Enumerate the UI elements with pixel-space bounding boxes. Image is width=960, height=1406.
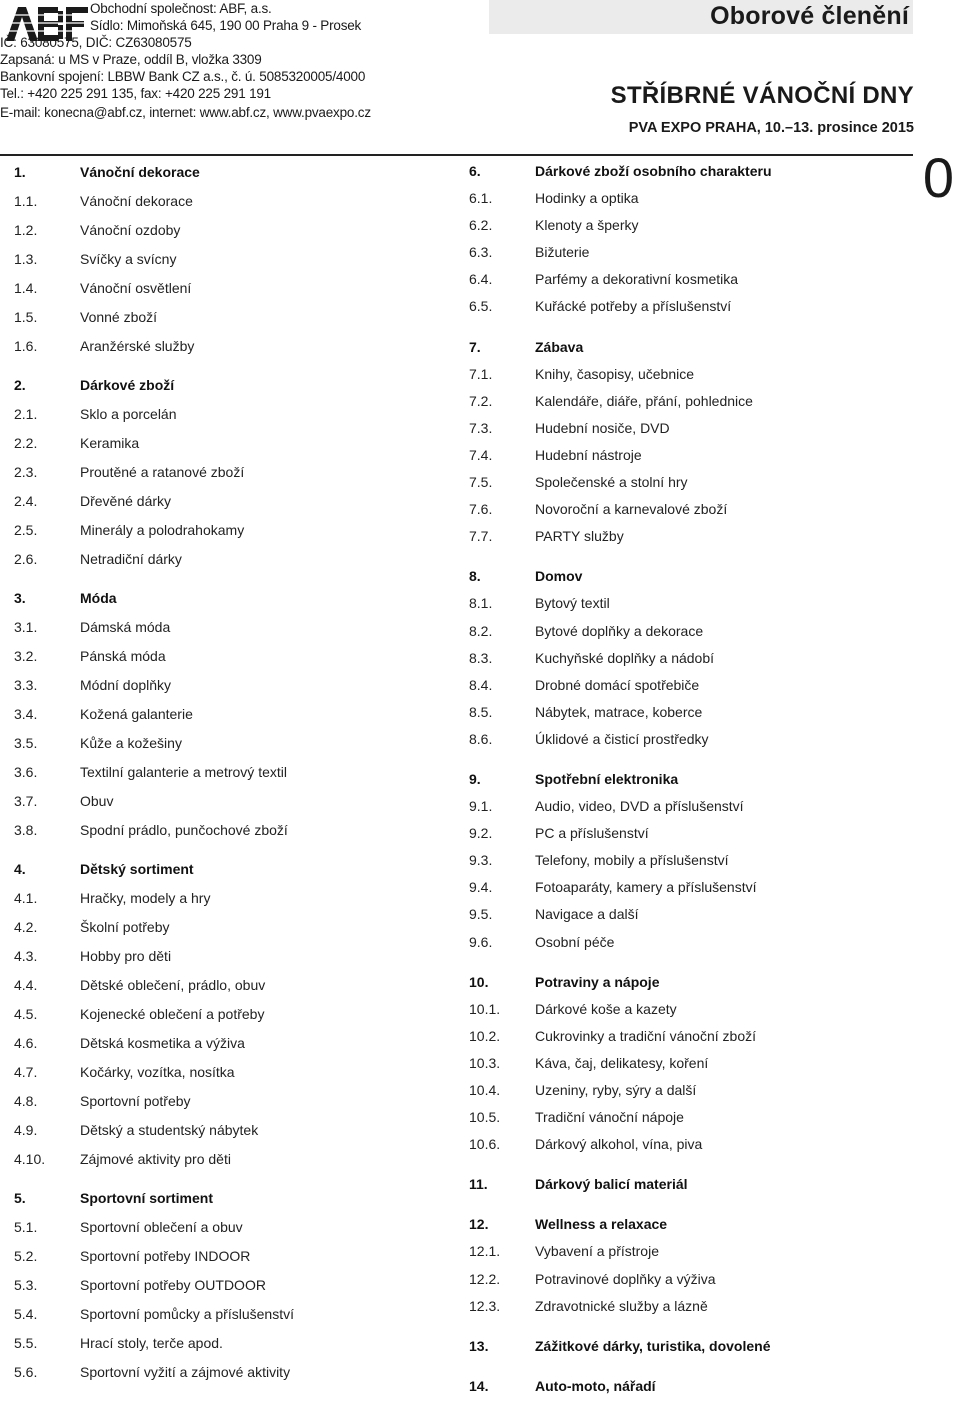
subcategory-number: 12.1.	[469, 1243, 501, 1260]
subcategory-number: 2.3.	[14, 464, 38, 480]
category-title: Auto-moto, nářadí	[535, 1377, 656, 1394]
subcategory-item	[14, 1242, 444, 1271]
subcategory-number: 2.4.	[14, 493, 38, 509]
subcategory-number: 3.3.	[14, 677, 38, 693]
subcategory-label: Cukrovinky a tradiční vánoční zboží	[535, 1027, 756, 1044]
subcategory-label: Novoroční a karnevalové zboží	[535, 501, 728, 518]
category-section	[469, 766, 909, 956]
subcategory-item	[469, 496, 909, 523]
subcategory-number: 9.4.	[469, 879, 493, 896]
category-number: 1.	[14, 164, 26, 180]
contact-line: E-mail: konecna@abf.cz, internet: www.abf.cz, www.pvaexpo.cz	[0, 105, 371, 120]
subcategory-number: 1.6.	[14, 338, 38, 354]
company-name-line: Obchodní společnost: ABF, a.s.	[90, 1, 272, 16]
subcategory-number: 7.5.	[469, 474, 493, 491]
subcategory-label: Kožená galanterie	[80, 706, 193, 722]
subcategory-number: 5.5.	[14, 1335, 38, 1351]
subcategory-label: PC a příslušenství	[535, 825, 649, 842]
subcategory-number: 3.2.	[14, 648, 38, 664]
subcategory-label: Školní potřeby	[80, 919, 170, 935]
subcategory-label: Společenské a stolní hry	[535, 474, 688, 491]
subcategory-item	[469, 442, 909, 469]
subcategory-number: 1.5.	[14, 309, 38, 325]
subcategory-label: Bižuterie	[535, 244, 590, 261]
registration-info	[0, 34, 365, 102]
subcategory-number: 3.6.	[14, 764, 38, 780]
subcategory-number: 10.5.	[469, 1109, 501, 1126]
subcategory-item	[14, 1029, 444, 1058]
category-heading	[469, 1211, 909, 1238]
subcategory-item	[14, 816, 444, 845]
subcategory-item	[14, 187, 444, 216]
category-number: 10.	[469, 973, 489, 990]
category-title: Sportovní sortiment	[80, 1190, 214, 1206]
category-title: Móda	[80, 590, 117, 606]
subcategory-label: Kuchyňské doplňky a nádobí	[535, 649, 715, 666]
subcategory-label: Hrací stoly, terče apod.	[80, 1335, 223, 1351]
category-title: Potraviny a nápoje	[535, 973, 660, 990]
subcategory-item	[14, 700, 444, 729]
category-section	[14, 1184, 444, 1387]
subcategory-number: 4.3.	[14, 948, 38, 964]
category-title: Zábava	[535, 338, 584, 355]
subcategory-label: Uzeniny, ryby, sýry a další	[535, 1082, 697, 1098]
registration-line: Tel.: +420 225 291 135, fax: +420 225 291 191	[0, 86, 271, 101]
subcategory-label: Dárkový alkohol, vína, piva	[535, 1136, 703, 1153]
subcategory-item	[14, 1058, 444, 1087]
subcategory-item	[14, 400, 444, 429]
subcategory-label: Aranžérské služby	[80, 338, 195, 354]
subcategory-item	[469, 415, 909, 442]
subcategory-number: 7.7.	[469, 528, 493, 545]
subcategory-label: Osobní péče	[535, 933, 615, 950]
subcategory-number: 4.4.	[14, 977, 38, 993]
subcategory-item	[14, 487, 444, 516]
subcategory-label: Telefony, mobily a příslušenství	[535, 852, 729, 869]
category-title: Dětský sortiment	[80, 861, 194, 877]
subcategory-number: 4.2.	[14, 919, 38, 935]
subcategory-label: Textilní galanterie a metrový textil	[80, 764, 287, 780]
category-section	[14, 371, 444, 574]
subcategory-number: 5.6.	[14, 1364, 38, 1380]
subcategory-number: 8.6.	[469, 730, 493, 747]
subcategory-number: 9.1.	[469, 798, 493, 815]
subcategory-item	[469, 523, 909, 550]
category-heading	[469, 1373, 909, 1400]
category-title: Spotřební elektronika	[535, 770, 679, 787]
subcategory-number: 5.4.	[14, 1306, 38, 1322]
subcategory-item	[469, 185, 909, 212]
subcategory-label: Hodinky a optika	[535, 190, 639, 207]
category-number: 4.	[14, 861, 26, 877]
subcategory-label: Vánoční osvětlení	[80, 280, 192, 296]
registration-line: Zapsaná: u MS v Praze, oddíl B, vložka 3309	[0, 52, 262, 67]
subcategory-number: 3.7.	[14, 793, 38, 809]
subcategory-number: 4.5.	[14, 1006, 38, 1022]
event-name: STŘÍBRNÉ VÁNOČNÍ DNY	[610, 82, 914, 109]
subcategory-label: Vonné zboží	[80, 309, 158, 325]
subcategory-item	[469, 1266, 909, 1293]
subcategory-item	[469, 1238, 909, 1265]
category-section	[14, 584, 444, 845]
subcategory-item	[469, 239, 909, 266]
subcategory-item	[14, 971, 444, 1000]
subcategory-item	[469, 1131, 909, 1158]
category-number: 6.	[469, 163, 481, 179]
subcategory-label: Kojenecké oblečení a potřeby	[80, 1006, 265, 1022]
category-section	[469, 334, 909, 551]
subcategory-item	[14, 787, 444, 816]
subcategory-label: Drobné domácí spotřebiče	[535, 676, 700, 693]
subcategory-label: Netradiční dárky	[80, 551, 182, 567]
subcategory-label: Hračky, modely a hry	[80, 890, 211, 906]
subcategory-item	[14, 1271, 444, 1300]
subcategory-number: 6.4.	[469, 271, 493, 288]
subcategory-label: Bytový textil	[535, 595, 610, 612]
category-section	[469, 1373, 909, 1400]
subcategory-number: 3.1.	[14, 619, 38, 635]
subcategory-number: 9.3.	[469, 852, 493, 869]
subcategory-item	[469, 388, 909, 415]
category-number: 8.	[469, 568, 481, 585]
subcategory-number: 8.3.	[469, 649, 493, 666]
subcategory-item	[469, 469, 909, 496]
subcategory-label: Svíčky a svícny	[80, 251, 177, 267]
subcategory-number: 4.6.	[14, 1035, 38, 1051]
subcategory-label: Zdravotnické služby a lázně	[535, 1297, 708, 1314]
subcategory-label: Bytové doplňky a dekorace	[535, 622, 704, 639]
subcategory-label: Káva, čaj, delikatesy, koření	[535, 1054, 709, 1071]
subcategory-label: Módní doplňky	[80, 677, 172, 693]
subcategory-item	[469, 1293, 909, 1320]
subcategory-item	[14, 332, 444, 361]
subcategory-number: 10.2.	[469, 1027, 501, 1044]
subcategory-number: 2.2.	[14, 435, 38, 451]
category-section	[469, 1211, 909, 1319]
subcategory-label: Zájmové aktivity pro děti	[80, 1151, 231, 1167]
category-heading	[469, 1333, 909, 1360]
category-heading	[14, 158, 444, 187]
subcategory-item	[14, 216, 444, 245]
subcategory-label: Pánská móda	[80, 648, 166, 664]
subcategory-label: Nábytek, matrace, koberce	[535, 703, 703, 720]
subcategory-number: 3.5.	[14, 735, 38, 751]
subcategory-item	[14, 1329, 444, 1358]
category-title: Dárkové zboží	[80, 377, 175, 393]
subcategory-item	[469, 361, 909, 388]
subcategory-number: 9.5.	[469, 906, 493, 923]
subcategory-item	[14, 884, 444, 913]
subcategory-item	[469, 820, 909, 847]
category-number: 12.	[469, 1216, 489, 1233]
subcategory-number: 7.6.	[469, 501, 493, 518]
subcategory-item	[469, 1077, 909, 1104]
subcategory-number: 3.8.	[14, 822, 38, 838]
subcategory-item	[469, 874, 909, 901]
category-heading	[469, 766, 909, 793]
category-title: Vánoční dekorace	[80, 164, 200, 180]
subcategory-item	[469, 618, 909, 645]
subcategory-item	[14, 458, 444, 487]
subcategory-label: Dětský a studentský nábytek	[80, 1122, 259, 1138]
subcategory-item	[469, 1104, 909, 1131]
subcategory-label: Dětská kosmetika a výživa	[80, 1035, 245, 1051]
subcategory-number: 10.3.	[469, 1054, 501, 1071]
subcategory-item	[14, 729, 444, 758]
subcategory-item	[14, 274, 444, 303]
subcategory-number: 2.5.	[14, 522, 38, 538]
event-dates: PVA EXPO PRAHA, 10.–13. prosince 2015	[628, 120, 914, 136]
subcategory-item	[14, 303, 444, 332]
subcategory-item	[469, 645, 909, 672]
category-column-right	[469, 158, 909, 1400]
category-number: 11.	[469, 1176, 488, 1193]
category-title: Zážitkové dárky, turistika, dovolené	[535, 1337, 771, 1354]
subcategory-label: Sportovní potřeby INDOOR	[80, 1248, 251, 1264]
category-column-left	[14, 158, 444, 1387]
subcategory-label: Kuřácké potřeby a příslušenství	[535, 298, 732, 315]
company-info	[90, 0, 361, 34]
document-header	[0, 0, 960, 156]
category-heading	[14, 371, 444, 400]
subcategory-number: 6.1.	[469, 190, 493, 207]
subcategory-item	[469, 699, 909, 726]
subcategory-number: 10.4.	[469, 1082, 501, 1098]
subcategory-number: 4.10.	[14, 1151, 46, 1167]
category-number: 2.	[14, 377, 26, 393]
subcategory-item	[469, 212, 909, 239]
subcategory-item	[14, 1000, 444, 1029]
category-section	[469, 563, 909, 753]
category-heading	[14, 855, 444, 884]
subcategory-number: 7.4.	[469, 446, 493, 463]
header-divider	[0, 154, 913, 156]
category-heading	[469, 969, 909, 996]
registration-line: IČ: 63080575, DIČ: CZ63080575	[0, 35, 192, 50]
subcategory-label: Vánoční ozdoby	[80, 222, 181, 238]
subcategory-item	[14, 1116, 444, 1145]
corner-mark: 0	[922, 146, 954, 209]
subcategory-item	[469, 847, 909, 874]
subcategory-item	[469, 672, 909, 699]
category-title: Dárkový balicí materiál	[535, 1176, 688, 1193]
subcategory-item	[469, 996, 909, 1023]
category-section	[469, 1333, 909, 1360]
subcategory-item	[469, 1023, 909, 1050]
subcategory-label: Dámská móda	[80, 619, 171, 635]
category-number: 14.	[469, 1377, 489, 1394]
subcategory-number: 10.6.	[469, 1136, 501, 1153]
category-section	[469, 969, 909, 1159]
subcategory-number: 8.2.	[469, 622, 493, 639]
category-title: Wellness a relaxace	[535, 1216, 668, 1233]
subcategory-item	[14, 245, 444, 274]
subcategory-number: 7.1.	[469, 365, 493, 382]
subcategory-item	[14, 1300, 444, 1329]
subcategory-number: 2.1.	[14, 406, 38, 422]
subcategory-number: 6.5.	[469, 298, 493, 315]
subcategory-item	[14, 1213, 444, 1242]
subcategory-number: 8.1.	[469, 595, 493, 612]
subcategory-item	[469, 901, 909, 928]
subcategory-number: 7.3.	[469, 419, 493, 436]
category-title: Domov	[535, 568, 583, 585]
subcategory-label: Vybavení a přístroje	[535, 1243, 659, 1260]
subcategory-number: 4.9.	[14, 1122, 38, 1138]
subcategory-label: Vánoční dekorace	[80, 193, 193, 209]
subcategory-item	[469, 1050, 909, 1077]
subcategory-label: Hudební nosiče, DVD	[535, 419, 670, 436]
category-number: 7.	[469, 338, 481, 355]
category-heading	[469, 334, 909, 361]
subcategory-label: Sportovní oblečení a obuv	[80, 1219, 243, 1235]
subcategory-number: 7.2.	[469, 392, 493, 409]
category-section	[14, 855, 444, 1174]
subcategory-number: 1.4.	[14, 280, 38, 296]
subcategory-label: Úklidové a čisticí prostředky	[535, 730, 709, 747]
subcategory-label: Dětské oblečení, prádlo, obuv	[80, 977, 266, 993]
subcategory-label: Klenoty a šperky	[535, 217, 639, 234]
category-title: Dárkové zboží osobního charakteru	[535, 163, 772, 179]
subcategory-item	[14, 1087, 444, 1116]
company-seat-line: Sídlo: Mimoňská 645, 190 00 Praha 9 - Prosek	[90, 18, 362, 33]
subcategory-number: 9.6.	[469, 933, 493, 950]
subcategory-number: 12.3.	[469, 1297, 501, 1314]
page-title: Oborové členění	[710, 2, 909, 30]
category-section	[469, 1171, 909, 1198]
category-heading	[14, 584, 444, 613]
subcategory-number: 9.2.	[469, 825, 493, 842]
subcategory-number: 4.1.	[14, 890, 38, 906]
subcategory-label: Sportovní potřeby OUTDOOR	[80, 1277, 266, 1293]
subcategory-label: Sportovní potřeby	[80, 1093, 191, 1109]
category-number: 9.	[469, 770, 481, 787]
subcategory-label: Navigace a další	[535, 906, 639, 923]
subcategory-item	[14, 942, 444, 971]
subcategory-item	[14, 671, 444, 700]
subcategory-number: 10.1.	[469, 1000, 501, 1017]
subcategory-item	[14, 545, 444, 574]
subcategory-number: 5.1.	[14, 1219, 38, 1235]
subcategory-label: Obuv	[80, 793, 114, 809]
subcategory-label: Sportovní pomůcky a příslušenství	[80, 1306, 294, 1322]
registration-line: Bankovní spojení: LBBW Bank CZ a.s., č. ú. 5085320005/4000	[0, 69, 366, 84]
category-number: 3.	[14, 590, 26, 606]
subcategory-label: Parfémy a dekorativní kosmetika	[535, 271, 739, 288]
subcategory-item	[469, 293, 909, 320]
title-box	[489, 0, 913, 34]
subcategory-label: Knihy, časopisy, učebnice	[535, 365, 695, 382]
subcategory-item	[14, 913, 444, 942]
subcategory-label: Sklo a porcelán	[80, 406, 177, 422]
subcategory-label: Proutěné a ratanové zboží	[80, 464, 245, 480]
subcategory-number: 5.2.	[14, 1248, 38, 1264]
subcategory-item	[469, 929, 909, 956]
category-heading	[469, 563, 909, 590]
subcategory-item	[469, 726, 909, 753]
subcategory-number: 3.4.	[14, 706, 38, 722]
subcategory-label: Spodní prádlo, punčochové zboží	[80, 822, 288, 838]
subcategory-label: Sportovní vyžití a zájmové aktivity	[80, 1364, 291, 1380]
subcategory-number: 6.2.	[469, 217, 493, 234]
subcategory-item	[469, 793, 909, 820]
subcategory-item	[14, 758, 444, 787]
subcategory-label: Audio, video, DVD a příslušenství	[535, 798, 744, 815]
subcategory-number: 4.8.	[14, 1093, 38, 1109]
subcategory-label: Potravinové doplňky a výživa	[535, 1270, 716, 1287]
subcategory-item	[14, 642, 444, 671]
subcategory-label: Kůže a kožešiny	[80, 735, 182, 751]
subcategory-item	[14, 1145, 444, 1174]
subcategory-number: 1.2.	[14, 222, 38, 238]
subcategory-label: Minerály a polodrahokamy	[80, 522, 245, 538]
subcategory-number: 12.2.	[469, 1270, 501, 1287]
subcategory-label: Dárkové koše a kazety	[535, 1000, 677, 1017]
subcategory-item	[14, 613, 444, 642]
category-heading	[14, 1184, 444, 1213]
subcategory-label: Hobby pro děti	[80, 948, 172, 964]
subcategory-label: Kalendáře, diáře, přání, pohlednice	[535, 392, 753, 409]
subcategory-item	[14, 516, 444, 545]
subcategory-number: 5.3.	[14, 1277, 38, 1293]
subcategory-item	[469, 590, 909, 617]
category-heading	[469, 1171, 909, 1198]
subcategory-item	[14, 1358, 444, 1387]
subcategory-label: Fotoaparáty, kamery a příslušenství	[535, 879, 757, 896]
subcategory-label: Tradiční vánoční nápoje	[535, 1109, 684, 1126]
category-number: 13.	[469, 1337, 489, 1354]
subcategory-item	[469, 266, 909, 293]
subcategory-label: PARTY služby	[535, 528, 624, 545]
subcategory-number: 8.4.	[469, 676, 493, 693]
subcategory-item	[14, 429, 444, 458]
subcategory-label: Kočárky, vozítka, nosítka	[80, 1064, 235, 1080]
subcategory-label: Keramika	[80, 435, 140, 451]
subcategory-number: 1.1.	[14, 193, 38, 209]
category-section	[14, 158, 444, 361]
subcategory-number: 2.6.	[14, 551, 38, 567]
subcategory-label: Dřevěné dárky	[80, 493, 172, 509]
subcategory-label: Hudební nástroje	[535, 446, 642, 463]
category-section	[469, 158, 909, 321]
subcategory-number: 4.7.	[14, 1064, 38, 1080]
category-heading	[469, 158, 909, 185]
subcategory-number: 6.3.	[469, 244, 493, 261]
subcategory-number: 1.3.	[14, 251, 38, 267]
category-number: 5.	[14, 1190, 26, 1206]
subcategory-number: 8.5.	[469, 703, 493, 720]
